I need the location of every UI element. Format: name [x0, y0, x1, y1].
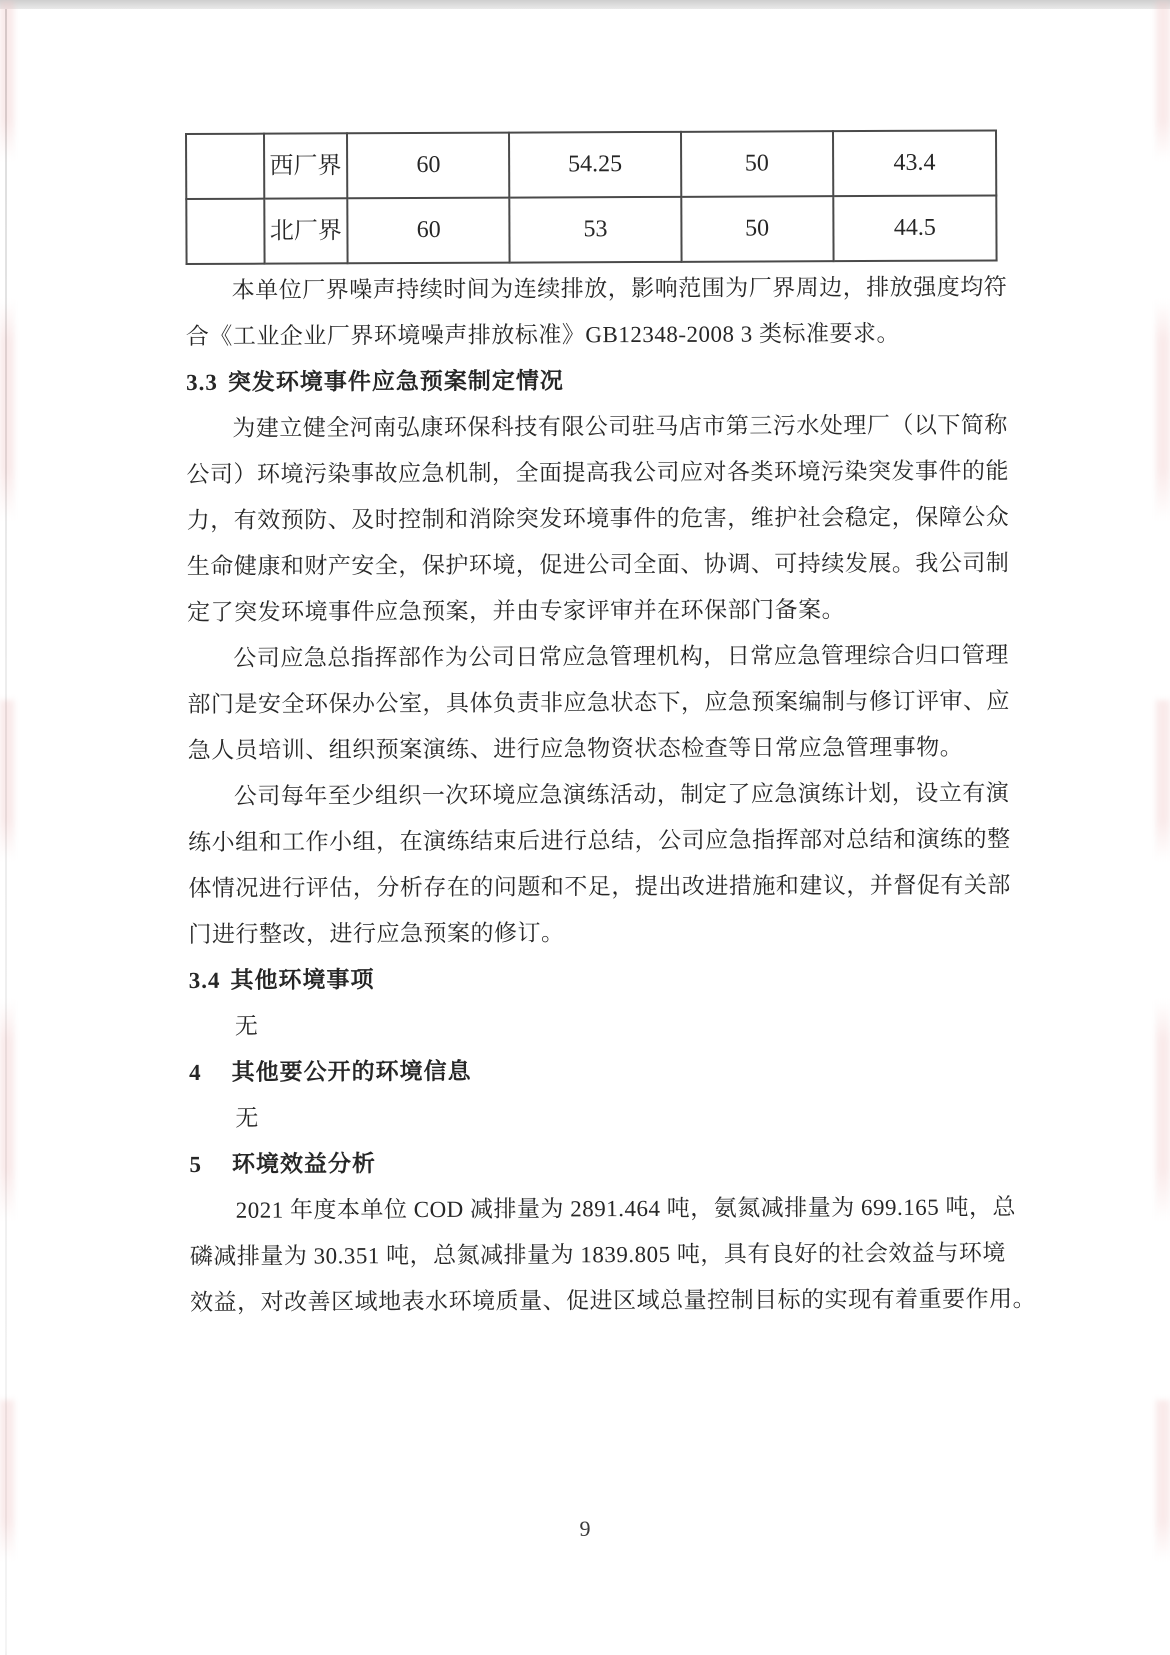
text-line: 2021 年度本单位 COD 减排量为 2891.464 吨，氨氮减排量为 699.165 吨，总	[235, 1194, 1017, 1223]
table-cell-empty	[186, 134, 264, 199]
table-cell-location: 西厂界	[264, 133, 348, 198]
text-line: 磷减排量为 30.351 吨，总氮减排量为 1839.805 吨，具有良好的社会效益与环境	[189, 1240, 1006, 1269]
text-line: 练小组和工作小组，在演练结束后进行总结，公司应急指挥部对总结和演练的整	[188, 826, 1011, 855]
text-line: 公司应急总指挥部作为公司日常应急管理机构，日常应急管理综合归口管理	[233, 642, 1009, 671]
section-number: 4	[189, 1059, 202, 1085]
section-number: 3.3	[186, 369, 218, 395]
text-line: 公司）环境污染事故应急机制，全面提高我公司应对各类环境污染突发事件的能	[186, 458, 1010, 487]
text-line: 急人员培训、组织预案演练、进行应急物资状态检查等日常应急管理事物。	[187, 734, 964, 763]
table-cell-value: 50	[681, 131, 833, 197]
scan-artifact-left-line	[5, 9, 7, 1655]
section-heading-4	[189, 1046, 1007, 1096]
table-cell-value: 43.4	[833, 130, 997, 196]
section-title: 环境效益分析	[231, 1151, 377, 1177]
page-number: 9	[579, 1516, 591, 1541]
table-cell-location: 北厂界	[264, 198, 348, 263]
text-line: 效益，对改善区域地表水环境质量、促进区域总量控制目标的实现有着重要作用。	[190, 1286, 1037, 1315]
section-title: 其他环境事项	[230, 967, 375, 993]
text-line: 公司每年至少组织一次环境应急演练活动，制定了应急演练计划，设立有演	[233, 780, 1010, 809]
section-heading-5	[189, 1138, 1007, 1188]
section-heading-3.3	[186, 356, 1004, 406]
scan-artifact-right-tint	[1156, 0, 1170, 1655]
noise-monitoring-table	[185, 129, 998, 265]
scan-artifact-left-tint	[0, 0, 14, 1655]
section-title: 突发环境事件应急预案制定情况	[227, 368, 564, 395]
text-line: 无	[235, 1105, 259, 1131]
text-line: 体情况进行评估，分析存在的问题和不足，提出改进措施和建议，并督促有关部	[188, 872, 1011, 901]
table-cell-value: 60	[347, 198, 509, 264]
section-number: 3.4	[188, 967, 221, 993]
table-cell-empty	[186, 199, 264, 264]
table-row-west-boundary	[186, 130, 996, 199]
table-cell-value: 60	[347, 133, 509, 199]
table-cell-value: 53	[510, 197, 682, 263]
text-line: 生命健康和财产安全，保护环境，促进公司全面、协调、可持续发展。我公司制	[186, 550, 1010, 579]
section-heading-3.4	[189, 954, 1007, 1004]
document-page	[185, 129, 1037, 1326]
text-line: 部门是安全环保办公室，具体负责非应急状态下，应急预案编制与修订评审、应	[187, 688, 1011, 717]
table-cell-value: 54.25	[509, 132, 681, 198]
text-line: 为建立健全河南弘康环保科技有限公司驻马店市第三污水处理厂（以下简称	[232, 412, 1008, 441]
section-title: 其他要公开的环境信息	[231, 1058, 472, 1085]
text-line: 门进行整改，进行应急预案的修订。	[188, 920, 565, 947]
scan-artifact-top-strip	[0, 0, 1170, 9]
document-body	[185, 264, 1037, 1326]
text-line: 本单位厂界噪声持续时间为连续排放，影响范围为厂界周边，排放强度均符	[231, 274, 1008, 303]
section-number: 5	[189, 1151, 203, 1177]
table-cell-value: 50	[681, 196, 833, 262]
table-cell-value: 44.5	[833, 195, 997, 261]
text-line: 合《工业企业厂界环境噪声排放标准》GB12348-2008 3 类标准要求。	[185, 320, 901, 349]
text-line: 定了突发环境事件应急预案，并由专家评审并在环保部门备案。	[187, 597, 846, 625]
table-row-north-boundary	[186, 195, 996, 264]
text-line: 无	[234, 1013, 259, 1039]
text-line: 力，有效预防、及时控制和消除突发环境事件的危害，维护社会稳定，保障公众	[186, 504, 1010, 533]
